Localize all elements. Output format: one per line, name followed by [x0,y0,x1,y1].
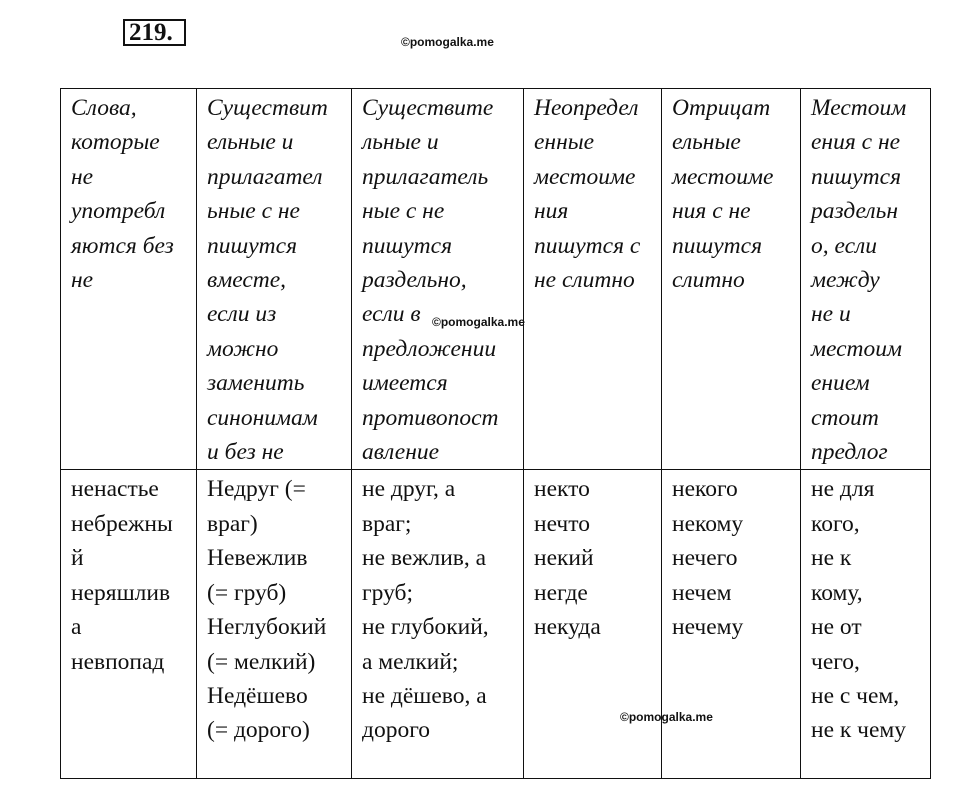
rules-table [60,88,931,779]
table-row [61,470,931,779]
table-cell: некто нечто некий негде некуда [524,470,662,779]
exercise-number: 219. [123,19,186,46]
watermark: ©pomogalka.me [620,710,713,724]
table-cell: некого некому нечего нечем нечему [662,470,801,779]
table-cell: не для кого, не к кому, не от чего, не с чем, не к чему [801,470,931,779]
table-cell: не друг, а враг; не вежлив, а груб; не глубокий, а мелкий; не дёшево, а дорого [352,470,524,779]
header-cell: Существит ельные и прилагател ьные с не пишутся вместе, если из можно заменить синонимам и без не [197,89,352,470]
header-cell: Местоим ения с не пишутся раздельн о, если между не и местоим ением стоит предлог [801,89,931,470]
table-cell: Недруг (= враг) Невежлив (= груб) Неглубокий (= мелкий) Недёшево (= дорого) [197,470,352,779]
header-cell: Слова, которые не употребл яются без не [61,89,197,470]
watermark: ©pomogalka.me [432,315,525,329]
watermark: ©pomogalka.me [401,35,494,49]
header-cell: Отрицат ельные местоиме ния с не пишутся слитно [662,89,801,470]
table-cell: ненастье небрежны й неряшлив а невпопад [61,470,197,779]
header-cell: Неопредел енные местоиме ния пишутся с не слитно [524,89,662,470]
header-cell: Существите льные и прилагатель ные с не пишутся раздельно, если в предложении имеется противопост авление [352,89,524,470]
table-header-row [61,89,931,470]
